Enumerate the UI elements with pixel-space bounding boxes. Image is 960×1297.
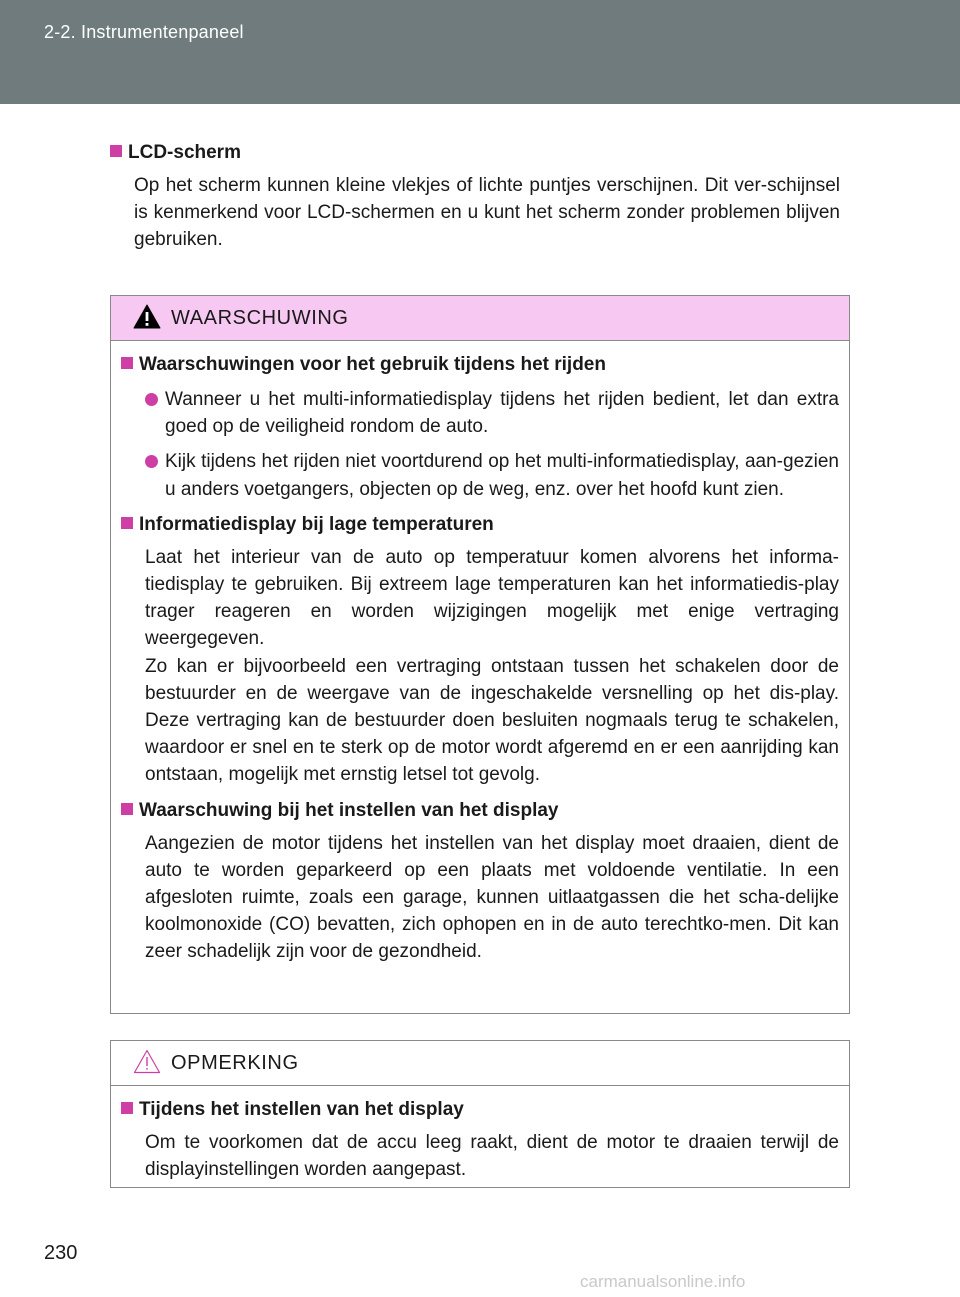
warning-bullet [145,386,839,440]
warning-section2-heading [121,511,839,538]
warning-section2-heading-text: Informatiedisplay bij lage temperaturen [139,513,494,535]
warning-box [110,295,850,1014]
square-bullet-icon [121,803,133,815]
warning-section3-text: Aangezien de motor tijdens het instellen van het display moet draaien, dient de auto te worden geparkeerd op een plaats met voldoende ventilatie. In een afgesloten ruimte, zoals een garage, kunnen uitlaatgassen die het scha-delijke koolmonoxide (CO) bevatten, zich ophopen en in de auto terechtko-men. Dit kan zeer schadelijk zijn voor de gezondheid. [145,832,839,963]
note-label: OPMERKING [171,1052,299,1074]
note-header [111,1041,849,1086]
page-number: 230 [44,1242,78,1264]
chapter-title: 2-2. Instrumentenpaneel [44,22,244,42]
warning-bullet-text: Wanneer u het multi-informatiedisplay tijdens het rijden bedient, let dan extra goed op de veiligheid rondom de auto. [165,389,839,438]
note-section1-text: Om te voorkomen dat de accu leeg raakt, dient de motor te draaien terwijl de displayinstellingen worden aangepast. [145,1132,839,1181]
warning-section3-heading [121,797,839,824]
caution-triangle-icon [133,1049,161,1074]
round-bullet-icon [145,393,158,406]
warning-section2-text1: Laat het interieur van de auto op temperatuur komen alvorens het informa-tiedisplay te gebruiken. Bij extreem lage temperaturen kan het informatiedis-play trager reageren en worden wijzigingen mogelijk met enige vertraging weergegeven. [145,546,839,650]
watermark: carmanualsonline.info [580,1272,746,1291]
lcd-section [110,140,840,254]
lcd-heading-text: LCD-scherm [128,142,241,163]
warning-section1-heading [121,351,839,378]
note-section1-heading-text: Tijdens het instellen van het display [139,1099,464,1120]
warning-body [111,341,849,966]
round-bullet-icon [145,455,158,468]
square-bullet-icon [121,1102,133,1114]
lcd-text: Op het scherm kunnen kleine vlekjes of lichte puntjes verschijnen. Dit ver-schijnsel is kenmerkend voor LCD-schermen en u kunt het scherm zonder problemen blijven gebruiken. [134,175,840,251]
page-header [0,0,960,104]
warning-triangle-icon [133,304,161,329]
warning-section3-heading-text: Waarschuwing bij het instellen van het display [139,799,559,821]
note-box [110,1040,850,1188]
square-bullet-icon [121,357,133,369]
warning-bullet-text: Kijk tijdens het rijden niet voortdurend op het multi-informatiedisplay, aan-gezien u anders voetgangers, objecten op de weg, enz. over het hoofd kunt zien. [165,451,839,500]
note-section1-heading [121,1096,839,1123]
warning-label: WAARSCHUWING [171,307,349,329]
warning-bullet [145,448,839,502]
warning-header [111,296,849,341]
note-body [111,1086,849,1183]
warning-section2-text2: Zo kan er bijvoorbeeld een vertraging ontstaan tussen het schakelen door de bestuurder en de weergave van de ingeschakelde versnelling op het dis-play. Deze vertraging kan de bestuurder doen besluiten nogmaals terug te schakelen, waardoor er snel en te sterk op de motor wordt afgeremd en er een aanrijding kan ontstaan, mogelijk met ernstig letsel tot gevolg. [145,655,839,786]
square-bullet-icon [121,517,133,529]
warning-section1-heading-text: Waarschuwingen voor het gebruik tijdens het rijden [139,354,606,375]
square-bullet-icon [110,145,122,157]
lcd-heading [110,140,840,166]
